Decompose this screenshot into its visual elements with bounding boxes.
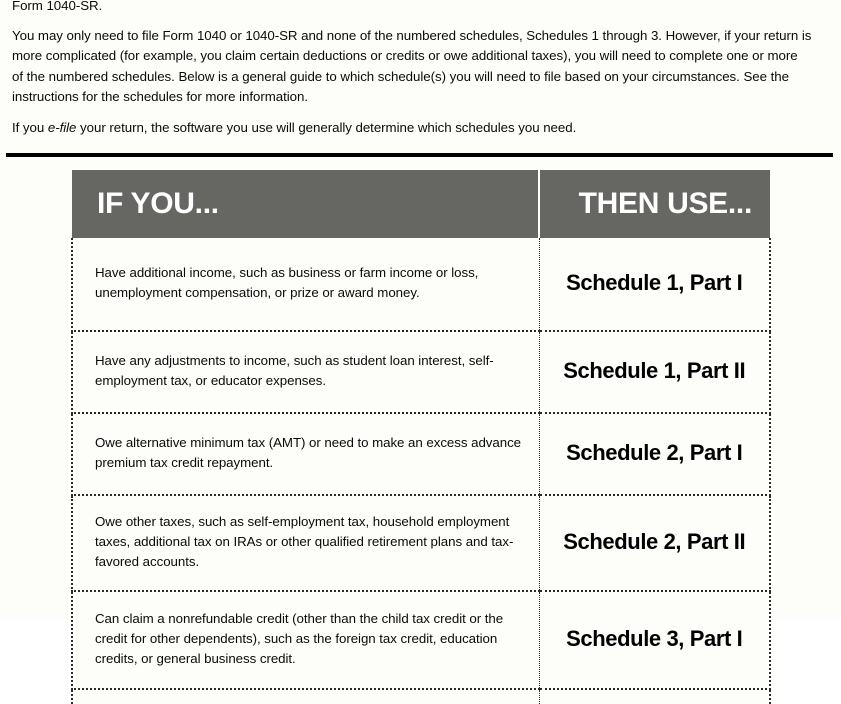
row-schedule-cell: Schedule 3, Part I	[539, 591, 770, 689]
horizontal-rule-divider	[6, 153, 833, 157]
intro-paragraph-efile	[12, 118, 812, 139]
table-row	[72, 238, 770, 331]
row-schedule-cell: Schedule 1, Part II	[539, 331, 770, 413]
row-schedule-cell: Schedule 2, Part I	[539, 413, 770, 495]
table-row	[72, 495, 770, 591]
intro-paragraph-main: You may only need to file Form 1040 or 1040-SR and none of the numbered schedules, Schedules 1 through 3. However, if your return is more complicated (for example, you claim certain deductions or credits or owe additional taxes), you will need to complete one or more of the numbered schedules. Below is a general guide to which schedule(s) you will need to file based on your circumstances. See the instructions for the schedules for more information.	[12, 27, 812, 104]
efile-text-after: your return, the software you use will generally determine which schedules you need.	[76, 119, 577, 135]
table-header-row	[72, 170, 770, 238]
row-schedule-cell-partial	[539, 689, 770, 704]
table-body	[72, 238, 770, 704]
schedules-guide-table	[71, 170, 771, 704]
efile-text-before: If you	[12, 119, 48, 135]
table-row	[72, 591, 770, 689]
row-condition-cell: Have any adjustments to income, such as student loan interest, self-employment tax, or educator expenses.	[72, 331, 539, 413]
row-schedule-cell: Schedule 2, Part II	[539, 495, 770, 591]
table-header	[72, 170, 770, 238]
table-row	[72, 331, 770, 413]
efile-emphasis: e-file	[47, 119, 77, 135]
row-condition-cell-partial	[72, 689, 539, 704]
row-condition-cell: Have additional income, such as business or farm income or loss, unemployment compensation, or prize or award money.	[72, 238, 539, 331]
table-row	[72, 413, 770, 495]
column-header-then-use: THEN USE...	[539, 170, 770, 238]
row-schedule-cell: Schedule 1, Part I	[539, 238, 770, 331]
row-condition-cell: Owe other taxes, such as self-employment tax, household employment taxes, additional tax on IRAs or other qualified retirement plans and tax-favored accounts.	[72, 495, 539, 591]
intro-text-block	[12, 0, 812, 148]
intro-paragraph-clipped: Form 1040-SR.	[12, 0, 103, 13]
column-header-if-you: IF YOU...	[72, 170, 539, 238]
row-condition-cell: Can claim a nonrefundable credit (other than the child tax credit or the credit for other dependents), such as the foreign tax credit, education credits, or general business credit.	[72, 591, 539, 689]
row-condition-cell: Owe alternative minimum tax (AMT) or need to make an excess advance premium tax credit repayment.	[72, 413, 539, 495]
table-row-partial	[72, 689, 770, 704]
